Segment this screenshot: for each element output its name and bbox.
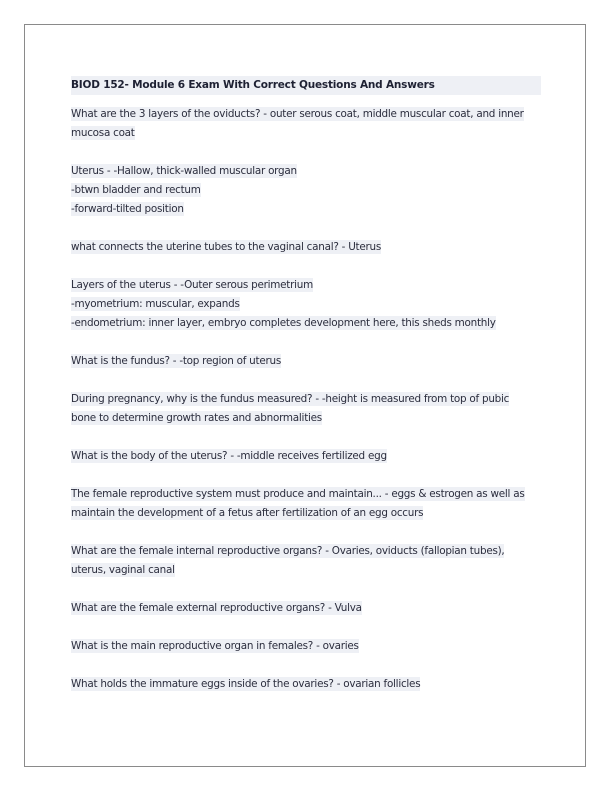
qa-entry [71,675,567,694]
qa-entry [71,238,567,257]
qa-entry [71,542,567,580]
qa-entry [71,390,567,428]
qa-line: bone to determine growth rates and abnormalities [71,412,322,424]
qa-line: What is the main reproductive organ in females? - ovaries [71,640,359,652]
qa-entry [71,637,567,656]
qa-line: Layers of the uterus - -Outer serous perimetrium [71,279,313,291]
qa-line: -myometrium: muscular, expands [71,298,240,310]
qa-line: What is the body of the uterus? - -middle receives fertilized egg [71,450,387,462]
qa-line: Uterus - -Hallow, thick-walled muscular organ [71,165,297,177]
qa-line: -forward-tilted position [71,203,184,215]
qa-line: -btwn bladder and rectum [71,184,201,196]
qa-entry [71,162,567,219]
qa-line: what connects the uterine tubes to the vaginal canal? - Uterus [71,241,382,253]
qa-line: What holds the immature eggs inside of the ovaries? - ovarian follicles [71,678,421,690]
document-page [24,24,586,767]
qa-entry [71,599,567,618]
document-content [71,73,567,713]
qa-line: What are the female external reproductive organs? - Vulva [71,602,362,614]
document-title: BIOD 152- Module 6 Exam With Correct Questions And Answers [71,76,541,95]
qa-line: What are the female internal reproductive organs? - Ovaries, oviducts (fallopian tubes), [71,545,505,557]
qa-entry [71,352,567,371]
qa-entry [71,447,567,466]
qa-entry [71,276,567,333]
qa-line: What is the fundus? - -top region of uterus [71,355,281,367]
qa-entry [71,105,567,143]
qa-line: What are the 3 layers of the oviducts? - outer serous coat, middle muscular coat, and inner [71,108,524,120]
qa-line: -endometrium: inner layer, embryo completes development here, this sheds monthly [71,317,496,329]
qa-line: During pregnancy, why is the fundus measured? - -height is measured from top of pubic [71,393,510,405]
qa-line: maintain the development of a fetus after fertilization of an egg occurs [71,507,424,519]
qa-entry [71,485,567,523]
qa-line: mucosa coat [71,127,135,139]
qa-line: uterus, vaginal canal [71,564,175,576]
qa-line: The female reproductive system must produce and maintain... - eggs & estrogen as well as [71,488,525,500]
